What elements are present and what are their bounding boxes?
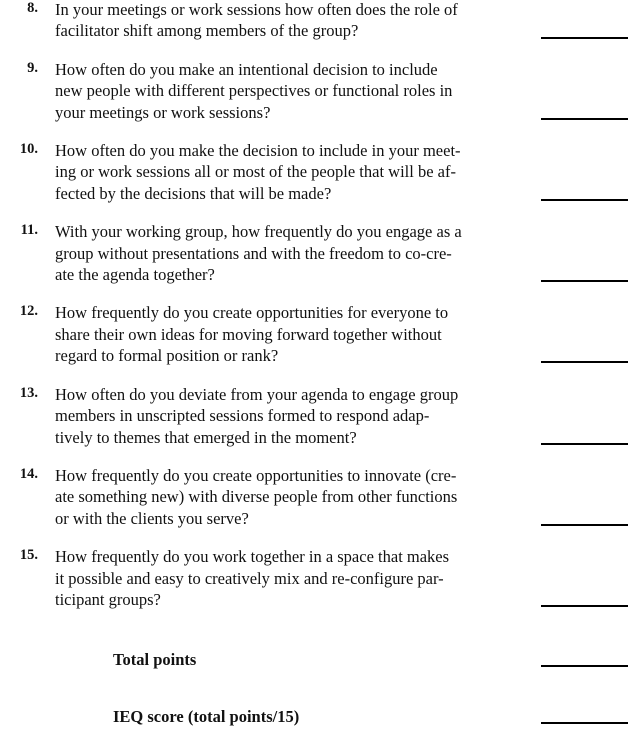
question-line: How often do you make an intentional decision to include — [55, 59, 438, 79]
question-line: ate something new) with diverse people from other functions — [55, 487, 458, 507]
question-row — [0, 546, 628, 610]
question-number: 8. — [27, 0, 38, 16]
question-number: 10. — [19, 141, 38, 158]
question-line: How often do you deviate from your agenda to engage group — [55, 384, 459, 404]
question-line: How frequently do you create opportunities for everyone to — [55, 303, 449, 323]
question-number: 15. — [19, 547, 38, 564]
question-line: it possible and easy to creatively mix and re-configure par- — [55, 568, 444, 588]
total-points-row — [0, 649, 628, 670]
question-line: With your working group, how frequently do you engage as a — [55, 222, 462, 242]
ieq-score-answer-line[interactable] — [541, 722, 628, 724]
answer-line[interactable] — [541, 605, 628, 607]
answer-line[interactable] — [541, 118, 628, 120]
ieq-score-row — [0, 706, 628, 727]
question-line: fected by the decisions that will be made? — [55, 183, 332, 203]
question-text — [46, 465, 628, 529]
question-row — [0, 384, 628, 448]
question-row — [0, 140, 628, 204]
question-line: or with the clients you serve? — [55, 508, 249, 528]
question-number: 9. — [27, 59, 38, 76]
question-line: ticipant groups? — [55, 589, 161, 609]
answer-line[interactable] — [541, 37, 628, 39]
question-text — [46, 140, 628, 204]
answer-line[interactable] — [541, 524, 628, 526]
question-line: How frequently do you work together in a space that makes — [55, 547, 450, 567]
question-row — [0, 59, 628, 123]
total-points-label: Total points — [113, 650, 197, 670]
question-line: facilitator shift among members of the group? — [55, 21, 359, 41]
question-text — [46, 0, 628, 42]
ieq-score-label: IEQ score (total points/15) — [113, 706, 300, 726]
question-line: your meetings or work sessions? — [55, 102, 271, 122]
question-number: 11. — [20, 222, 38, 239]
question-line: members in unscripted sessions formed to respond adap- — [55, 406, 430, 426]
question-line: new people with different perspectives or functional roles in — [55, 81, 453, 101]
question-line: How frequently do you create opportunities to innovate (cre- — [55, 465, 457, 485]
question-line: share their own ideas for moving forward together without — [55, 324, 442, 344]
question-row — [0, 0, 628, 42]
question-row — [0, 221, 628, 285]
answer-line[interactable] — [541, 280, 628, 282]
question-number: 14. — [19, 465, 38, 482]
answer-line[interactable] — [541, 361, 628, 363]
answer-line[interactable] — [541, 443, 628, 445]
question-line: regard to formal position or rank? — [55, 346, 279, 366]
question-number: 13. — [19, 384, 38, 401]
question-text — [46, 546, 628, 610]
question-line: How often do you make the decision to include in your meet- — [55, 141, 461, 161]
answer-line[interactable] — [541, 199, 628, 201]
question-text — [46, 384, 628, 448]
question-text — [46, 302, 628, 366]
question-line: tively to themes that emerged in the moment? — [55, 427, 357, 447]
question-text — [46, 59, 628, 123]
total-points-answer-line[interactable] — [541, 665, 628, 667]
question-row — [0, 302, 628, 366]
question-row — [0, 465, 628, 529]
totals-section — [0, 649, 628, 727]
question-line: group without presentations and with the freedom to co-cre- — [55, 243, 452, 263]
question-line: ate the agenda together? — [55, 265, 215, 285]
question-line: In your meetings or work sessions how often does the role of — [55, 0, 458, 19]
question-line: ing or work sessions all or most of the people that will be af- — [55, 162, 456, 182]
question-text — [46, 221, 628, 285]
question-number: 12. — [19, 303, 38, 320]
